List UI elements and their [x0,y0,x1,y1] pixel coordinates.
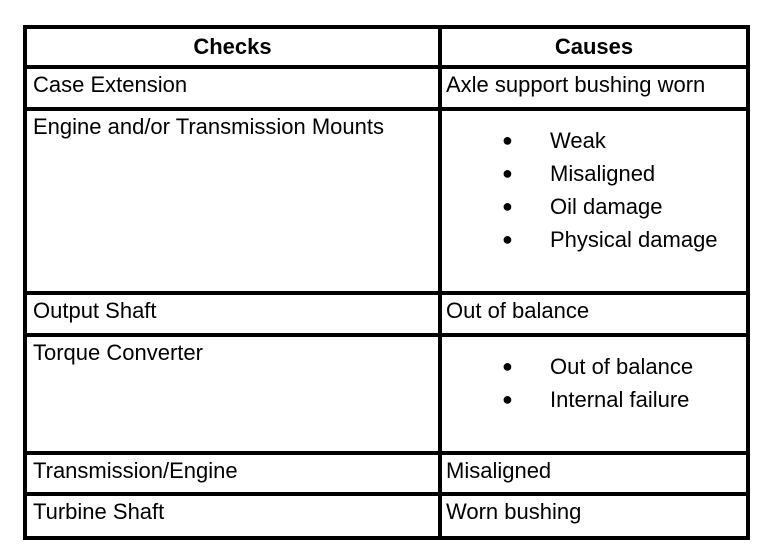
cause-cell: Misaligned [440,453,748,494]
cause-list-item [446,350,746,383]
cause-text: Weak [550,128,606,153]
cause-list-item [446,157,746,190]
cause-text: Oil damage [550,194,663,219]
cause-list-item [446,383,746,416]
checks-causes-table [23,25,750,540]
bullet-icon: ● [502,163,513,183]
check-cell: Turbine Shaft [25,494,440,538]
cause-text: Internal failure [550,387,690,412]
cause-cell: Worn bushing [440,494,748,538]
bullet-icon: ● [502,356,513,376]
cause-cell [440,109,748,293]
header-causes: Causes [440,27,748,67]
cause-cell: Out of balance [440,293,748,335]
checks-causes-table-container [23,25,746,536]
table-row [25,335,748,453]
table-row [25,494,748,538]
cause-text: Out of balance [550,354,694,379]
cause-list [446,340,746,416]
check-cell: Case Extension [25,67,440,109]
cause-cell [440,335,748,453]
check-cell: Output Shaft [25,293,440,335]
cause-list-item [446,124,746,157]
cause-text: Misaligned [550,161,656,186]
bullet-icon: ● [502,130,513,150]
check-cell: Torque Converter [25,335,440,453]
cause-list-item [446,190,746,223]
table-row [25,453,748,494]
header-checks: Checks [25,27,440,67]
bullet-icon: ● [502,229,513,249]
check-cell: Transmission/Engine [25,453,440,494]
cause-cell: Axle support bushing worn [440,67,748,109]
cause-list-item [446,223,746,256]
table-row [25,67,748,109]
cause-list [446,114,746,256]
table-row [25,293,748,335]
table-header-row [25,27,748,67]
bullet-icon: ● [502,389,513,409]
table-row [25,109,748,293]
cause-text: Physical damage [550,227,718,252]
bullet-icon: ● [502,196,513,216]
check-cell: Engine and/or Transmission Mounts [25,109,440,293]
